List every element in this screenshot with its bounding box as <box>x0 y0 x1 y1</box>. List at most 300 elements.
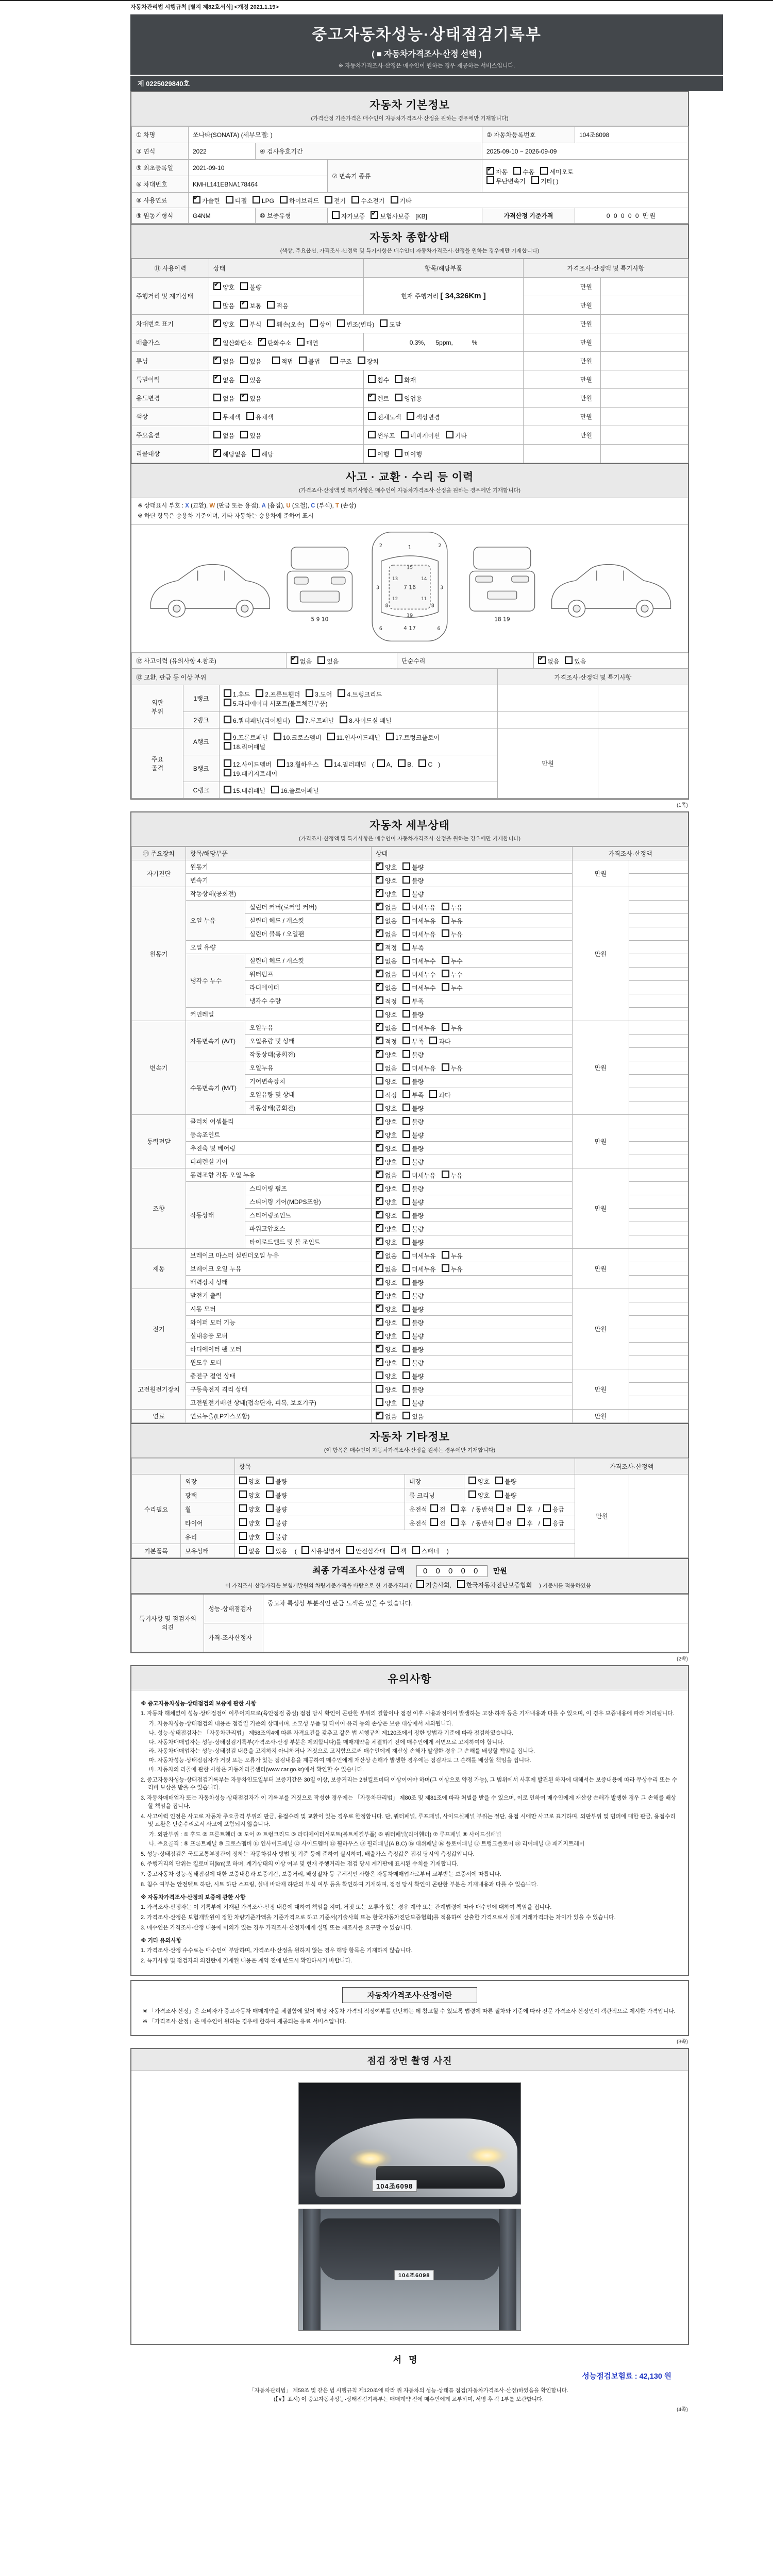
checkbox-없음[interactable] <box>376 929 383 937</box>
checkbox-있음[interactable] <box>240 394 248 401</box>
opt-없음: ✔ 없음 <box>376 1171 397 1180</box>
checkbox-미세누유[interactable] <box>402 916 410 924</box>
notice-line-3: 나. 성능·상태점검자는 「자동차관리법」 제58조의4에 따른 자격요건을 갖추고 같은 법 시행규칙 제120조에서 정한 방법과 기준에 따라 점검하였습니다. <box>149 1730 513 1736</box>
checkbox-2.프론트휀더[interactable] <box>256 689 263 697</box>
checkbox-불량[interactable] <box>402 1331 410 1339</box>
checkbox-과다[interactable] <box>429 1037 437 1044</box>
checkbox-탄화수소[interactable] <box>258 338 266 346</box>
opt-없음: ✔ 없음 <box>376 929 397 939</box>
checkbox-누수[interactable] <box>442 956 449 964</box>
checkbox-전기[interactable] <box>325 196 332 204</box>
checkbox-없음[interactable] <box>376 1023 383 1031</box>
legal-line-1: 「자동차관리법」 제58조 및 같은 법 시행규칙 제120조에 따라 위 자동차의 성능·상태를 점검(자동차가격조사·산정)하였음을 확인합니다. <box>249 2387 568 2394</box>
checkbox-있음[interactable] <box>240 357 248 364</box>
checkbox-전[interactable] <box>430 1504 438 1512</box>
checkbox-기타[interactable] <box>446 431 453 438</box>
checkbox-양호[interactable] <box>239 1518 247 1526</box>
document-number: 제 0225029840호 <box>130 75 723 91</box>
checkbox-1.후드[interactable] <box>224 689 231 697</box>
opt-누유: 누유 <box>442 1023 463 1032</box>
checkbox-12.사이드멤버[interactable] <box>224 759 231 767</box>
text-segment: 운전석 <box>409 1506 427 1514</box>
checkbox-침수[interactable] <box>368 375 376 383</box>
checkbox-LPG[interactable] <box>253 196 260 204</box>
opt-침수: 침수 <box>368 375 389 384</box>
checkbox-수소전기[interactable] <box>351 196 359 204</box>
etc-band <box>131 1423 688 1458</box>
accident-notes <box>131 498 688 525</box>
checkbox-B,[interactable] <box>398 759 406 767</box>
checkbox-후[interactable] <box>451 1518 459 1526</box>
checkbox-양호[interactable] <box>376 876 383 884</box>
notice-line-13: 5. 성능·상태점검은 국토교통부장관이 정하는 자동차검사 방법 및 기준 등에 준하여 실시하며, 배출가스 측정값은 점검 당시의 측정값입니다. <box>141 1851 475 1857</box>
checkbox-일산화탄소[interactable] <box>213 338 221 346</box>
opt-없음: ✔ 없음 <box>376 1251 397 1260</box>
checkbox-불량[interactable] <box>402 1318 410 1326</box>
checkbox-불량[interactable] <box>240 282 248 290</box>
checkbox-없음[interactable] <box>291 656 298 664</box>
checkbox-양호[interactable] <box>468 1477 476 1484</box>
checkbox-양호[interactable] <box>213 319 221 327</box>
checkbox-양호[interactable] <box>376 889 383 897</box>
opt-8.사이드실 패널: 8.사이드실 패널 <box>340 716 392 725</box>
checkbox-없음[interactable] <box>376 916 383 924</box>
opt-양호: ✔ 양호 <box>376 1278 397 1287</box>
opt-누수: 누수 <box>442 970 463 979</box>
checkbox-미이행[interactable] <box>395 449 402 457</box>
opt-미세누유: 미세누유 <box>402 1063 435 1073</box>
opt-양호: ✔ 양호 <box>376 1358 397 1367</box>
opt-누유: 누유 <box>442 1063 463 1073</box>
checkbox-없음[interactable] <box>376 1063 383 1071</box>
checkbox-8.사이드실 패널[interactable] <box>340 716 347 723</box>
checkbox-기술사회,[interactable] <box>416 1580 424 1588</box>
checkbox-양호[interactable] <box>376 1010 383 1018</box>
opt-불량: 불량 <box>402 1157 424 1166</box>
checkbox-있음[interactable] <box>565 656 573 664</box>
checkbox-양호[interactable] <box>376 1104 383 1111</box>
checkbox-불량[interactable] <box>402 1345 410 1352</box>
opt-16.플로어패널: 16.플로어패널 <box>271 786 319 795</box>
checkbox-불량[interactable] <box>402 1117 410 1125</box>
checkbox-누수[interactable] <box>442 983 449 991</box>
checkbox-적정[interactable] <box>376 943 383 951</box>
checkbox-양호[interactable] <box>376 1358 383 1366</box>
checkbox-불량[interactable] <box>402 1050 410 1058</box>
checkbox-없음[interactable] <box>376 956 383 964</box>
text-segment: ) <box>438 760 441 768</box>
checkbox-누유[interactable] <box>442 929 449 937</box>
legend-key-C: C <box>311 503 315 509</box>
checkbox-후[interactable] <box>517 1504 525 1512</box>
checkbox-무단변속기[interactable] <box>486 176 494 184</box>
opt-없음: ✔ 없음 <box>376 956 397 965</box>
checkbox-불량[interactable] <box>402 1385 410 1393</box>
checkbox-전[interactable] <box>496 1504 504 1512</box>
checkbox-미세누유[interactable] <box>402 1264 410 1272</box>
checkbox-구조[interactable] <box>330 357 338 364</box>
checkbox-불량[interactable] <box>402 1157 410 1165</box>
checkbox-불량[interactable] <box>402 889 410 897</box>
checkbox-양호[interactable] <box>376 1345 383 1352</box>
checkbox-상이[interactable] <box>310 319 318 327</box>
checkbox-없음[interactable] <box>376 1264 383 1272</box>
opt-부족: 부족 <box>402 1090 424 1099</box>
checkbox-이행[interactable] <box>368 449 376 457</box>
checkbox-4.트렁크리드[interactable] <box>338 689 345 697</box>
opt-있음: ✔ 있음 <box>240 394 261 403</box>
checkbox-양호[interactable] <box>239 1504 247 1512</box>
checkbox-양호[interactable] <box>213 282 221 290</box>
checkbox-화재[interactable] <box>395 375 402 383</box>
checkbox-적정[interactable] <box>376 996 383 1004</box>
opt-기타( ): 기타( ) <box>531 176 559 185</box>
opt-불량: 불량 <box>402 1278 424 1287</box>
checkbox-있음[interactable] <box>240 431 248 438</box>
checkbox-양호[interactable] <box>376 1117 383 1125</box>
checkbox-없음[interactable] <box>376 970 383 977</box>
checkbox-양호[interactable] <box>376 1224 383 1232</box>
opt-불법: 불법 <box>299 357 320 366</box>
checkbox-13.휠하우스[interactable] <box>277 759 285 767</box>
checkbox-양호[interactable] <box>376 1398 383 1406</box>
opt-미세누수: 미세누수 <box>402 970 435 979</box>
opt-불량: 불량 <box>402 862 424 872</box>
checkbox-양호[interactable] <box>376 1144 383 1151</box>
checkbox-장치[interactable] <box>358 357 365 364</box>
checkbox-부족[interactable] <box>402 943 410 951</box>
checkbox-수동[interactable] <box>513 167 521 175</box>
notice-line-9: 3. 자동차매매업자 또는 자동차성능·상태점검자가 이 기록부를 거짓으로 작성한 경우에는 「자동차관리법」 제80조 및 제81조에 따라 처벌을 받을 수 있으며, 이로 인하여 매수인에게 재산상 손해가 발생한 경우 그 손해를 배상할 책임을 집니다. <box>141 1795 677 1809</box>
checkbox-응급[interactable] <box>543 1518 551 1526</box>
checkbox-미세누유[interactable] <box>402 903 410 910</box>
checkbox-무채색[interactable] <box>213 412 221 420</box>
checkbox-적정[interactable] <box>376 1037 383 1044</box>
checkbox-양호[interactable] <box>376 1211 383 1218</box>
checkbox-없음[interactable] <box>213 394 221 401</box>
checkbox-양호[interactable] <box>376 1130 383 1138</box>
checkbox-불량[interactable] <box>402 1144 410 1151</box>
checkbox-해당[interactable] <box>252 449 260 457</box>
checkbox-양호[interactable] <box>376 1385 383 1393</box>
checkbox-불량[interactable] <box>402 1238 410 1245</box>
checkbox-양호[interactable] <box>239 1477 247 1484</box>
checkbox-미세누수[interactable] <box>402 983 410 991</box>
accident-subtitle: (가격조사·산정액 및 특기사항은 매수인이 자동차가격조사·산정을 원하는 경우에만 기재합니다) <box>299 487 520 494</box>
checkbox-적법[interactable] <box>272 357 280 364</box>
checkbox-15.대쉬패널[interactable] <box>224 786 231 793</box>
checkbox-불량[interactable] <box>402 1358 410 1366</box>
checkbox-영업용[interactable] <box>395 394 402 401</box>
checkbox-전체도색[interactable] <box>368 412 376 420</box>
checkbox-11.인사이드패널[interactable] <box>327 733 335 740</box>
opt-양호: ✔ 양호 <box>376 1318 397 1327</box>
notice-line-2: 가. 자동차성능·상태점검의 내용은 점검일 기준의 상태이며, 소모성 부품 및 타이어·유리 등의 손상은 보증 대상에서 제외됩니다. <box>149 1721 453 1727</box>
opt-양호: ✔ 양호 <box>376 1345 397 1354</box>
svg-text:7 16: 7 16 <box>404 584 416 591</box>
opt-양호: ✔ 양호 <box>376 1184 397 1193</box>
checkbox-미세누유[interactable] <box>402 1171 410 1178</box>
checkbox-보통[interactable] <box>240 301 248 309</box>
legend-key-X: X <box>185 503 189 509</box>
checkbox-불량[interactable] <box>266 1477 274 1484</box>
checkbox-불량[interactable] <box>402 1211 410 1218</box>
checkbox-세미오토[interactable] <box>540 167 548 175</box>
checkbox-도말[interactable] <box>380 319 388 327</box>
checkbox-있음[interactable] <box>317 656 325 664</box>
checkbox-불량[interactable] <box>402 1304 410 1312</box>
checkbox-18.리어패널[interactable] <box>224 742 231 750</box>
opt-불량: 불량 <box>402 1197 424 1207</box>
checkbox-없음[interactable] <box>538 656 546 664</box>
checkbox-3.도어[interactable] <box>306 689 313 697</box>
opt-전: 전 <box>496 1518 512 1528</box>
checkbox-양호[interactable] <box>376 1278 383 1285</box>
checkbox-변조(변타)[interactable] <box>337 319 345 327</box>
price-info-body <box>131 2007 688 2035</box>
checkbox-미세누유[interactable] <box>402 1251 410 1259</box>
opt-전기: 전기 <box>325 196 346 205</box>
checkbox-양호[interactable] <box>376 862 383 870</box>
inspection-photo-underside <box>298 2209 521 2331</box>
opt-미세누유: 미세누유 <box>402 903 435 912</box>
checkbox-렌트[interactable] <box>368 394 376 401</box>
checkbox-미세누유[interactable] <box>402 929 410 937</box>
checkbox-안전삼각대[interactable] <box>346 1546 354 1554</box>
opt-불량: 불량 <box>402 1130 424 1140</box>
checkbox-스패너[interactable] <box>412 1546 420 1554</box>
checkbox-양호[interactable] <box>376 1304 383 1312</box>
checkbox-자동[interactable] <box>486 167 494 175</box>
checkbox-가솔린[interactable] <box>193 196 200 204</box>
checkbox-미세누유[interactable] <box>402 1023 410 1031</box>
notice-line-1: 1. 자동차 해체없이 성능·상태점검이 이루어지므로(육안점검 중심) 점검 당시 확인이 곤란한 부위의 결함이나 점검 이후 사용과정에서 발생하는 고장·하자 등은 기재내용과 다를 수 있으며, 이 경우 보증내용에 따라 처리됩니다. <box>141 1710 675 1717</box>
checkbox-9.프론트패널[interactable] <box>224 733 231 740</box>
checkbox-썬루프[interactable] <box>368 431 376 438</box>
checkbox-적음[interactable] <box>267 301 275 309</box>
opt-18.리어패널: 18.리어패널 <box>224 742 265 751</box>
checkbox-전[interactable] <box>496 1518 504 1526</box>
checkbox-양호[interactable] <box>376 1371 383 1379</box>
notice-line-23: 2. 특기사항 및 점검자의 의견란에 기재된 내용은 계약 전에 반드시 확인하시기 바랍니다. <box>141 1958 352 1964</box>
final-price-value: 0 0 0 0 0 <box>416 1565 488 1577</box>
checkbox-양호[interactable] <box>376 1157 383 1165</box>
opt-C: C <box>418 759 432 768</box>
checkbox-C[interactable] <box>418 759 426 767</box>
checkbox-A,[interactable] <box>377 759 385 767</box>
checkbox-많음[interactable] <box>213 301 221 309</box>
checkbox-누유[interactable] <box>442 1264 449 1272</box>
checkbox-있음[interactable] <box>402 1412 410 1419</box>
checkbox-미세누수[interactable] <box>402 970 410 977</box>
page-title: 중고자동차성능·상태점검기록부 <box>312 26 542 43</box>
checkbox-과다[interactable] <box>429 1090 437 1098</box>
checkbox-6.쿼터패널(리어휀더)[interactable] <box>224 716 231 723</box>
checkbox-양호[interactable] <box>376 1291 383 1299</box>
checkbox-불량[interactable] <box>402 876 410 884</box>
checkbox-한국자동차진단보증협회[interactable] <box>457 1580 465 1588</box>
checkbox-불량[interactable] <box>402 1077 410 1084</box>
page-marker-3: (3쪽) <box>677 2039 688 2045</box>
checkbox-양호[interactable] <box>376 1197 383 1205</box>
opt-19.패키지트레이: 19.패키지트레이 <box>224 769 277 778</box>
checkbox-불량[interactable] <box>266 1504 274 1512</box>
checkbox-해당없음[interactable] <box>213 449 221 457</box>
checkbox-양호[interactable] <box>376 1184 383 1192</box>
checkbox-없음[interactable] <box>376 1412 383 1419</box>
checkbox-양호[interactable] <box>376 1238 383 1245</box>
checkbox-불량[interactable] <box>402 1104 410 1111</box>
checkbox-불량[interactable] <box>495 1490 503 1498</box>
opt-미세누유: 미세누유 <box>402 916 435 925</box>
opt-미세누유: 미세누유 <box>402 1251 435 1260</box>
checkbox-누유[interactable] <box>442 1023 449 1031</box>
opt-불량: 불량 <box>495 1490 516 1500</box>
checkbox-누유[interactable] <box>442 1171 449 1178</box>
checkbox-없음[interactable] <box>213 375 221 383</box>
opt-미세누유: 미세누유 <box>402 1023 435 1032</box>
checkbox-기타( )[interactable] <box>531 176 539 184</box>
current-mileage: 현재 주행거리 [ 34,326Km ] <box>364 278 524 315</box>
checkbox-19.패키지트레이[interactable] <box>224 769 231 776</box>
opt-기타: 기타 <box>446 431 467 440</box>
legend-val: (판금 또는 용접), <box>215 503 262 509</box>
checkbox-14.필러패널[interactable] <box>325 759 332 767</box>
checkbox-불량[interactable] <box>402 1278 410 1285</box>
checkbox-양호[interactable] <box>376 1050 383 1058</box>
checkbox-없음[interactable] <box>376 903 383 910</box>
checkbox-누수[interactable] <box>442 970 449 977</box>
checkbox-하이브리드[interactable] <box>280 196 288 204</box>
notice-line-6: 마. 자동차성능·상태점검자가 거짓 또는 오류가 있는 점검내용을 제공하여 매수인에게 재산상 손해가 발생한 경우에는 점검자도 그 손해를 배상할 책임을 집니다. <box>149 1757 531 1764</box>
checkbox-불량[interactable] <box>495 1477 503 1484</box>
final-price-note <box>131 1580 688 1589</box>
checkbox-양호[interactable] <box>468 1490 476 1498</box>
license-plate: 104조6098 <box>372 2180 417 2192</box>
opt-있음: 있음 <box>565 656 586 666</box>
notice-line-21: ※ 기타 유의사항 <box>141 1937 182 1944</box>
opt-누수: 누수 <box>442 983 463 992</box>
checkbox-없음[interactable] <box>376 1251 383 1259</box>
opt-하이브리드: 하이브리드 <box>280 196 319 205</box>
svg-text:8: 8 <box>431 603 434 609</box>
checkbox-불량[interactable] <box>402 1010 410 1018</box>
opt-없음: ✔ 없음 <box>376 903 397 912</box>
checkbox-불법[interactable] <box>299 357 307 364</box>
checkbox-유채색[interactable] <box>246 412 254 420</box>
checkbox-미세누유[interactable] <box>402 1063 410 1071</box>
svg-text:18 19: 18 19 <box>494 616 510 623</box>
checkbox-부족[interactable] <box>402 1037 410 1044</box>
checkbox-양호[interactable] <box>376 1331 383 1339</box>
checkbox-매연[interactable] <box>297 338 305 346</box>
checkbox-불량[interactable] <box>266 1490 274 1498</box>
checkbox-잭[interactable] <box>391 1546 399 1554</box>
page2-box <box>130 811 689 1653</box>
checkbox-훼손(오손)[interactable] <box>267 319 275 327</box>
opt-미세누수: 미세누수 <box>402 983 435 992</box>
checkbox-10.크로스멤버[interactable] <box>274 733 281 740</box>
checkbox-적정[interactable] <box>376 1090 383 1098</box>
checkbox-있음[interactable] <box>266 1546 274 1554</box>
opt-장치: 장치 <box>358 357 379 366</box>
checkbox-불량[interactable] <box>266 1518 274 1526</box>
checkbox-디젤[interactable] <box>226 196 233 204</box>
checkbox-불량[interactable] <box>266 1532 274 1540</box>
text-segment: ) 기준서를 적용하였음 <box>537 1583 591 1589</box>
checkbox-응급[interactable] <box>543 1504 551 1512</box>
checkbox-17.트렁크플로어[interactable] <box>386 733 394 740</box>
checkbox-보험사보증[interactable] <box>371 211 378 219</box>
page-marker-4: (4쪽) <box>677 2406 688 2413</box>
notice-line-12: 나. 주요골격 : ⑨ 프론트패널 ⑩ 크로스멤버 ⑪ 인사이드패널 ⑫ 사이드멤버 ⑬ 휠하우스 ⑭ 필러패널(A,B,C) ⑮ 대쉬패널 ⑯ 플로어패널 ⑰ 트렁크플로어 ⑱ 리어패널 ⑲ 패키지트레이 <box>149 1840 585 1847</box>
checkbox-불량[interactable] <box>402 1197 410 1205</box>
inspection-photo-front <box>298 2082 521 2205</box>
checkbox-불량[interactable] <box>402 1224 410 1232</box>
checkbox-기타[interactable] <box>391 196 398 204</box>
checkbox-없음[interactable] <box>239 1546 247 1554</box>
checkbox-사용설명서[interactable] <box>301 1546 309 1554</box>
checkbox-16.플로어패널[interactable] <box>271 786 279 793</box>
basic-info-table <box>131 126 688 224</box>
checkbox-부식[interactable] <box>240 319 248 327</box>
checkbox-불량[interactable] <box>402 1398 410 1406</box>
detail-table-el: ⑭ 주요장치 항목/해당부품 상태 가격조사·산정액 자기진단 원동기 ✔ 양호 불량 만원 변속기 ✔ 양호 불량 원동기 작동상태(공회전) ✔ 양호 불량 만원 오일 누유 실린더 커버(로커암 커버) ✔ 없음 미세누유 누유 실린더 헤드 / 개스킷 ✔ 없음 미세누유 누유 실린더 블록 / 오일팬 ✔ 없음 미세누유 누유 오일 유량 ✔ 적정 부족 냉각수 누수 실린더 헤드 / 개스킷 ✔ 없음 미세누수 누수 워터펌프 ✔ 없음 미세누수 누수 라디에이터 ✔ 없음 미세누수 누수 냉각수 수량 ✔ 적정 부족 커먼레일 양호 불량 변속기 자동변속기 (A/T) 오일누유 ✔ 없음 미세누유 누유 만원 오일유량 및 상태 ✔ 적정 부족 과다 작동상태(공회전) ✔ 양호 불량 수동변속기 (M/T) 오일누유 없음 미세누유 누유 기어변속장치 양호 불량 오일유량 및 상태 적정 부족 과다 작동상태(공회전) 양호 불량 동력전달 클러치 어셈블리 ✔ 양호 불량 만원 등속죠인트 ✔ 양호 불량 추진축 및 베어링 ✔ 양호 불량 디퍼렌셜 기어 ✔ 양호 불량 조향 동력조향 작동 오일 누유 ✔ 없음 미세누유 누유 만원 작동상태 스티어링 펌프 ✔ 양호 불량 스티어링 기어(MDPS포함) ✔ 양호 불량 스티어링조인트 ✔ 양호 불량 파워고압호스 ✔ 양호 불량 타이로드엔드 및 볼 조인트 ✔ 양호 불량 제동 브레이크 마스터 실린더오일 누유 ✔ 없음 미세누유 누유 만원 브레이크 오일 누유 ✔ 없음 미세누유 누유 배력장치 상태 ✔ 양호 불량 전기 발전기 출력 ✔ 양호 불량 만원 시동 모터 ✔ 양호 불량 와이퍼 모터 기능 ✔ 양호 불량 실내송풍 모터 ✔ 양호 불량 라디에이터 팬 모터 ✔ 양호 불량 윈도우 모터 ✔ 양호 불량 고전원전기장치 충전구 절연 상태 양호 불량 만원 구동축전지 격리 상태 양호 불량 고전원전기배선 상태(접속단자, 피복, 보호기구) 양호 불량 연료 연료누출(LP가스포함) ✔ 없음 있음 만원 <box>131 846 688 1423</box>
checkbox-없음[interactable] <box>376 1171 383 1178</box>
checkbox-색상변경[interactable] <box>407 412 414 420</box>
checkbox-있음[interactable] <box>240 375 248 383</box>
opt-누유: 누유 <box>442 1251 463 1260</box>
checkbox-없음[interactable] <box>376 983 383 991</box>
checkbox-불량[interactable] <box>402 1371 410 1379</box>
checkbox-양호[interactable] <box>376 1318 383 1326</box>
text-segment: / 동반석 <box>472 1520 494 1528</box>
checkbox-불량[interactable] <box>402 1291 410 1299</box>
checkbox-불량[interactable] <box>402 862 410 870</box>
page-marker-1: (1쪽) <box>677 803 688 809</box>
checkbox-누유[interactable] <box>442 903 449 910</box>
checkbox-양호[interactable] <box>239 1532 247 1540</box>
checkbox-미세누수[interactable] <box>402 956 410 964</box>
opt-10.크로스멤버: 10.크로스멤버 <box>274 733 322 742</box>
checkbox-네비게이션[interactable] <box>401 431 409 438</box>
notice-band <box>131 1666 688 1690</box>
checkbox-후[interactable] <box>451 1504 459 1512</box>
checkbox-부족[interactable] <box>402 1090 410 1098</box>
notice-line-16: 8. 침수 여부는 안전벨트 하단, 시트 하단 스프링, 실내 바닥재 하단의 부식 여부 등을 확인하여 기재하며, 점검 당시 확인이 곤란한 부분은 기재내용과 다를 수 있습니다. <box>141 1881 538 1888</box>
checkbox-5.라디에이터 서포트(볼트체결부품)[interactable] <box>224 699 231 706</box>
checkbox-누유[interactable] <box>442 916 449 924</box>
checkbox-누유[interactable] <box>442 1063 449 1071</box>
checkbox-자가보증[interactable] <box>332 211 340 219</box>
notice-body <box>131 1690 688 1975</box>
checkbox-후[interactable] <box>517 1518 525 1526</box>
checkbox-없음[interactable] <box>213 431 221 438</box>
checkbox-양호[interactable] <box>376 1077 383 1084</box>
checkbox-누유[interactable] <box>442 1251 449 1259</box>
opt-과다: 과다 <box>429 1037 450 1046</box>
opt-변조(변타): 변조(변타) <box>337 319 374 329</box>
opt-양호: ✔ 양호 <box>376 862 397 872</box>
checkbox-부족[interactable] <box>402 996 410 1004</box>
checkbox-불량[interactable] <box>402 1130 410 1138</box>
checkbox-불량[interactable] <box>402 1184 410 1192</box>
checkbox-양호[interactable] <box>239 1490 247 1498</box>
opt-양호: ✔ 양호 <box>376 1238 397 1247</box>
checkbox-없음[interactable] <box>213 357 221 364</box>
checkbox-7.루프패널[interactable] <box>296 716 304 723</box>
checkbox-전[interactable] <box>430 1518 438 1526</box>
